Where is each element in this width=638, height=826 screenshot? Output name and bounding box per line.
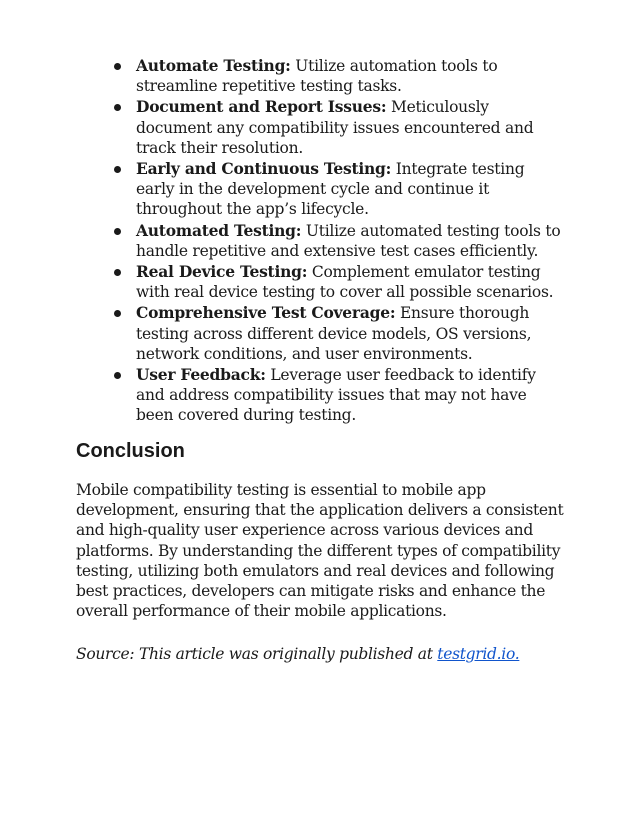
list-item — [112, 303, 564, 364]
conclusion-paragraph: Mobile compatibility testing is essential to mobile app development, ensuring that the application delivers a consistent and high-quality user experience across various devices and platforms. By understanding the different types of compatibility testing, utilizing both emulators and real devices and following best practices, developers can mitigate risks and enhance the overall performance of their mobile applications. — [76, 481, 564, 621]
list-item-term: Comprehensive Test Coverage: — [136, 303, 396, 323]
source-note — [76, 645, 576, 663]
list-item-text: Meticulously document any compatibility issues encountered and track their resolution. — [136, 98, 534, 157]
bullet-icon — [114, 372, 121, 379]
bullet-icon — [114, 166, 121, 173]
list-item-text: Leverage user feedback to identify and address compatibility issues that may not have been covered during testing. — [136, 366, 536, 425]
best-practices-list — [112, 56, 564, 427]
list-item-term: Automate Testing: — [136, 56, 291, 75]
bullet-icon — [114, 228, 121, 235]
list-item-text: Utilize automation tools to streamline repetitive testing tasks. — [136, 57, 498, 96]
bullet-icon — [114, 310, 121, 317]
list-item-term: Early and Continuous Testing: — [136, 159, 392, 179]
list-item — [112, 159, 564, 220]
source-link[interactable]: testgrid.io. — [437, 645, 520, 663]
list-item-term: Document and Report Issues: — [136, 97, 387, 117]
list-item — [112, 56, 564, 96]
list-item-text: Ensure thorough testing across different device models, OS versions, network conditions, and user environments. — [136, 304, 532, 363]
list-item-text: Complement emulator testing with real device testing to cover all possible scenarios. — [136, 263, 554, 302]
list-item-term: Automated Testing: — [136, 220, 302, 240]
list-item — [112, 262, 564, 302]
list-item — [112, 97, 564, 158]
list-item-text: Utilize automated testing tools to handle repetitive and extensive test cases efficiently. — [136, 221, 561, 260]
list-item-term: Real Device Testing: — [136, 262, 308, 282]
bullet-icon — [114, 269, 121, 276]
bullet-icon — [114, 104, 121, 111]
source-prefix: Source: This article was originally published at — [76, 645, 438, 663]
bullet-icon — [114, 63, 121, 70]
list-item-term: User Feedback: — [136, 365, 266, 385]
list-item — [112, 221, 564, 261]
list-item — [112, 365, 564, 426]
list-item-text: Integrate testing early in the development cycle and continue it throughout the app’s lifecycle. — [136, 160, 525, 219]
conclusion-heading: Conclusion — [76, 440, 185, 462]
